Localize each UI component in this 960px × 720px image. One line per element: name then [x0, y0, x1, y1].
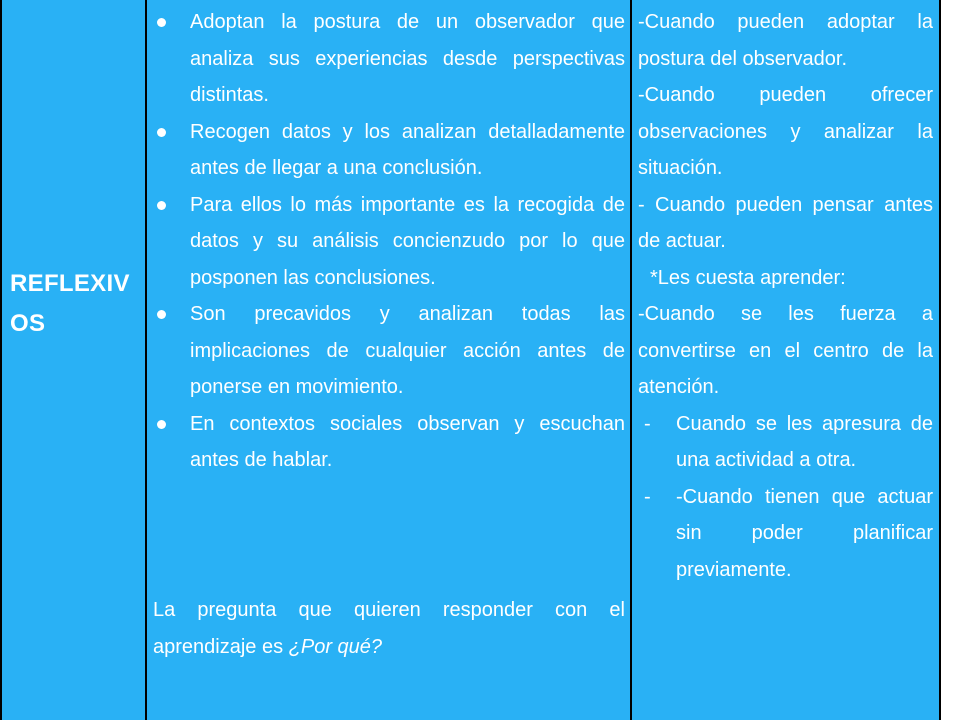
characteristic-text: Recogen datos y los analizan detalladamente antes de llegar a una conclusión.: [190, 120, 625, 179]
difficulty-item: [638, 479, 933, 589]
learning-conditions-cell: [632, 0, 941, 720]
difficulty-list: [638, 406, 933, 589]
bullet-icon: [157, 420, 166, 429]
characteristics-cell: [147, 0, 632, 720]
characteristic-item: [153, 296, 625, 406]
characteristic-text: En contextos sociales observan y escuchan antes de hablar.: [190, 412, 625, 471]
characteristics-list: [153, 4, 625, 479]
category-label: REFLEXIVOS: [10, 270, 130, 337]
characteristic-item: [153, 114, 625, 187]
bullet-icon: [157, 18, 166, 27]
characteristic-item: [153, 4, 625, 114]
dash-marker: -: [644, 412, 651, 435]
question-emphasis: ¿Por qué?: [288, 635, 383, 658]
key-question: [153, 592, 625, 665]
characteristic-text: Adoptan la postura de un observador que analiza sus experiencias desde perspectivas distintas.: [190, 11, 625, 106]
learn-better-item: -Cuando pueden ofrecer observaciones y analizar la situación.: [638, 84, 933, 179]
learn-better-item: -Cuando pueden adoptar la postura del observador.: [638, 11, 933, 70]
label-cell: [0, 0, 147, 720]
difficulty-text: Cuando se les apresura de una actividad a otra.: [676, 412, 933, 471]
difficulty-item: [638, 406, 933, 479]
difficulty-heading: *Les cuesta aprender:: [650, 266, 846, 289]
difficulty-text: -Cuando tienen que actuar sin poder planificar previamente.: [676, 485, 933, 581]
characteristic-text: Son precavidos y analizan todas las implicaciones de cualquier acción antes de ponerse en movimiento.: [190, 303, 625, 398]
bullet-icon: [157, 128, 166, 137]
characteristic-item: [153, 406, 625, 479]
bullet-icon: [157, 201, 166, 210]
difficulty-intro: -Cuando se les fuerza a convertirse en el centro de la atención.: [638, 303, 933, 398]
characteristic-text: Para ellos lo más importante es la recogida de datos y su análisis concienzudo por lo que posponen las conclusiones.: [190, 193, 625, 289]
question-prefix: La pregunta que quieren responder con el aprendizaje es: [153, 599, 625, 658]
learn-better-item: - Cuando pueden pensar antes de actuar.: [638, 193, 933, 252]
learning-conditions: [638, 4, 933, 588]
characteristic-item: [153, 187, 625, 297]
bullet-icon: [157, 310, 166, 319]
dash-marker: -: [644, 485, 651, 508]
